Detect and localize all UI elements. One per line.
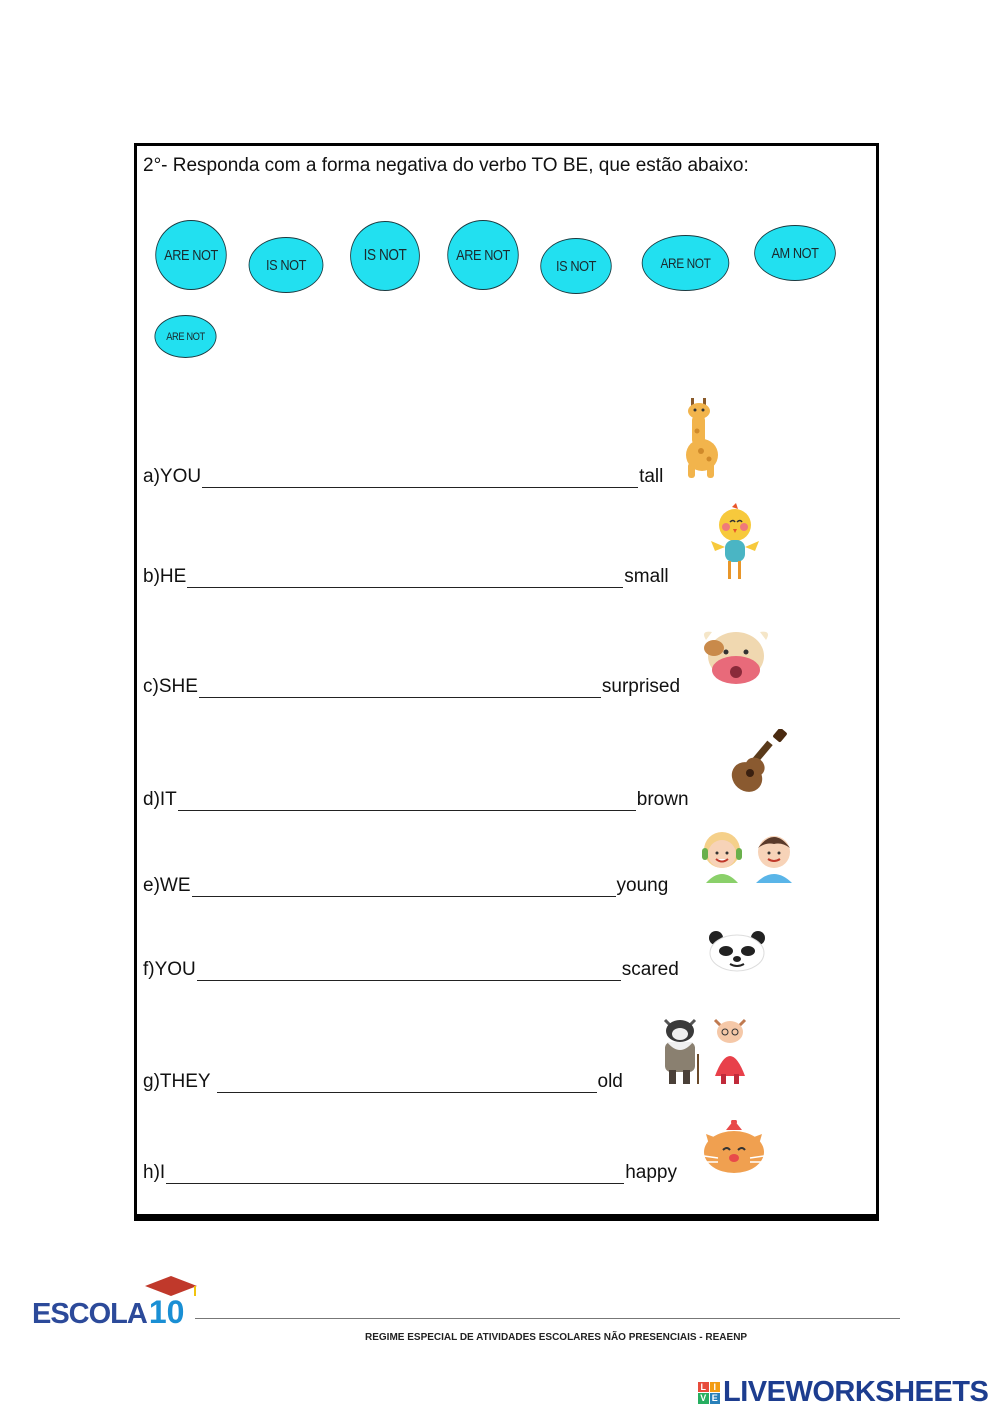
liveworksheets-logo-icon: L I V E	[698, 1382, 720, 1404]
question-prefix: d)IT	[143, 789, 177, 810]
answer-blank[interactable]	[199, 679, 601, 698]
liveworksheets-brand	[698, 1376, 988, 1409]
option-bubble[interactable]: ARE NOT	[642, 235, 730, 291]
question-g	[143, 1071, 623, 1093]
cat-icon	[698, 1120, 770, 1175]
question-f	[143, 959, 679, 981]
panda-icon	[706, 930, 768, 972]
option-bubble[interactable]: IS NOT	[350, 221, 420, 291]
question-suffix: old	[597, 1071, 623, 1092]
question-prefix: c)SHE	[143, 676, 198, 697]
question-e	[143, 875, 668, 897]
answer-blank[interactable]	[187, 569, 623, 588]
instruction-text: 2°- Responda com a forma negativa do verbo TO BE, que estão abaixo:	[143, 155, 749, 176]
cow-icon	[700, 628, 772, 688]
escola10-logo	[32, 1294, 184, 1331]
answer-blank[interactable]	[192, 878, 616, 897]
children-icon	[700, 828, 800, 883]
answer-blank[interactable]	[197, 962, 621, 981]
question-suffix: surprised	[601, 676, 681, 697]
bird-icon	[710, 503, 760, 583]
question-prefix: b)HE	[143, 566, 187, 587]
option-bubble[interactable]: IS NOT	[540, 238, 611, 294]
guitar-icon	[725, 729, 790, 797]
option-bubble[interactable]: IS NOT	[249, 237, 324, 293]
program-name: REGIME ESPECIAL DE ATIVIDADES ESCOLARES NÃO PRESENCIAIS - REAENP	[365, 1332, 748, 1343]
question-h	[143, 1162, 677, 1184]
question-c	[143, 676, 680, 698]
question-suffix: tall	[639, 466, 664, 487]
question-prefix: h)I	[143, 1162, 166, 1183]
question-prefix: g)THEY	[143, 1071, 216, 1092]
question-suffix: young	[616, 875, 669, 896]
question-prefix: a)YOU	[143, 466, 202, 487]
option-bubble[interactable]: AM NOT	[754, 225, 836, 281]
question-suffix: brown	[636, 789, 689, 810]
question-b	[143, 566, 669, 588]
question-suffix: scared	[621, 959, 679, 980]
graduation-cap-icon	[141, 1274, 201, 1298]
question-prefix: f)YOU	[143, 959, 196, 980]
elderly-couple-icon	[657, 1014, 753, 1086]
option-bubble[interactable]: ARE NOT	[155, 220, 226, 290]
answer-blank[interactable]	[202, 469, 638, 488]
question-suffix: small	[624, 566, 669, 587]
liveworksheets-wordmark: LIVEWORKSHEETS	[723, 1376, 989, 1408]
footer-divider	[195, 1318, 900, 1319]
answer-blank[interactable]	[178, 792, 636, 811]
logo-number: 10	[149, 1294, 185, 1331]
frame-bottom-border	[134, 1214, 879, 1218]
option-bubble[interactable]: ARE NOT	[154, 315, 216, 358]
answer-blank[interactable]	[166, 1165, 624, 1184]
question-d	[143, 789, 689, 811]
giraffe-icon	[683, 395, 723, 480]
option-bubble[interactable]: ARE NOT	[447, 220, 518, 290]
question-a	[143, 466, 663, 488]
answer-blank[interactable]	[217, 1074, 597, 1093]
logo-word: ESCOLA	[32, 1298, 147, 1330]
question-prefix: e)WE	[143, 875, 191, 896]
question-suffix: happy	[625, 1162, 677, 1183]
